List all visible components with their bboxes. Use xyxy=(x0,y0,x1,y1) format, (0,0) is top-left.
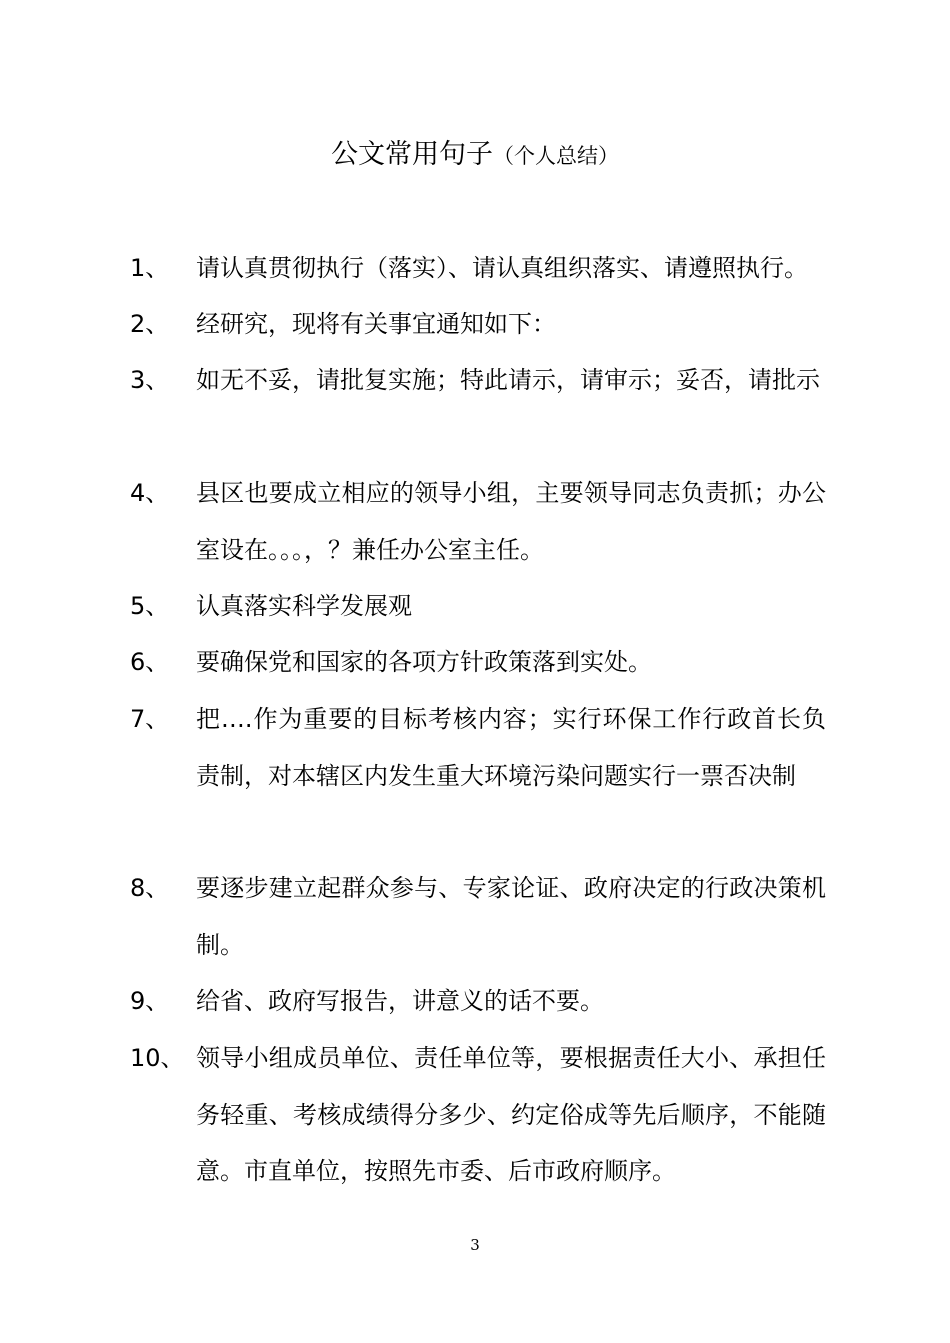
item-text: 给省、政府写报告，讲意义的话不要。 xyxy=(196,987,604,1015)
item-text: 认真落实科学发展观 xyxy=(196,592,412,620)
title-subtitle: （个人总结） xyxy=(493,144,619,168)
item-number: 2、 xyxy=(130,310,170,338)
page-title xyxy=(0,133,950,178)
item-number: 10、 xyxy=(130,1044,185,1072)
item-text: 要确保党和国家的各项方针政策落到实处。 xyxy=(196,648,652,676)
item-text: 要逐步建立起群众参与、专家论证、政府决定的行政决策机制。 xyxy=(196,874,826,959)
item-number: 4、 xyxy=(130,479,170,507)
item-number: 9、 xyxy=(130,987,170,1015)
item-text: 请认真贯彻执行（落实）、请认真组织落实、请遵照执行。 xyxy=(196,254,808,282)
item-number: 1、 xyxy=(130,254,170,282)
item-text: 县区也要成立相应的领导小组，主要领导同志负责抓；办公室设在。。。，？兼任办公室主任。 xyxy=(196,479,826,564)
item-text: 经研究，现将有关事宜通知如下： xyxy=(196,310,556,338)
item-number: 6、 xyxy=(130,648,170,676)
item-text: 领导小组成员单位、责任单位等，要根据责任大小、承担任务轻重、考核成绩得分多少、约定俗成等先后顺序，不能随意。市直单位，按照先市委、后市政府顺序。 xyxy=(196,1044,826,1185)
item-number: 3、 xyxy=(130,366,170,394)
item-text: 如无不妥，请批复实施；特此请示，请审示；妥否，请批示 xyxy=(196,366,820,394)
title-main: 公文常用句子 xyxy=(331,139,493,170)
item-number: 5、 xyxy=(130,592,170,620)
item-text: 把….作为重要的目标考核内容；实行环保工作行政首长负责制，对本辖区内发生重大环境污染问题实行一票否决制 xyxy=(196,705,826,790)
item-number: 8、 xyxy=(130,874,170,902)
item-number: 7、 xyxy=(130,705,170,733)
page-number: 3 xyxy=(470,1236,480,1254)
